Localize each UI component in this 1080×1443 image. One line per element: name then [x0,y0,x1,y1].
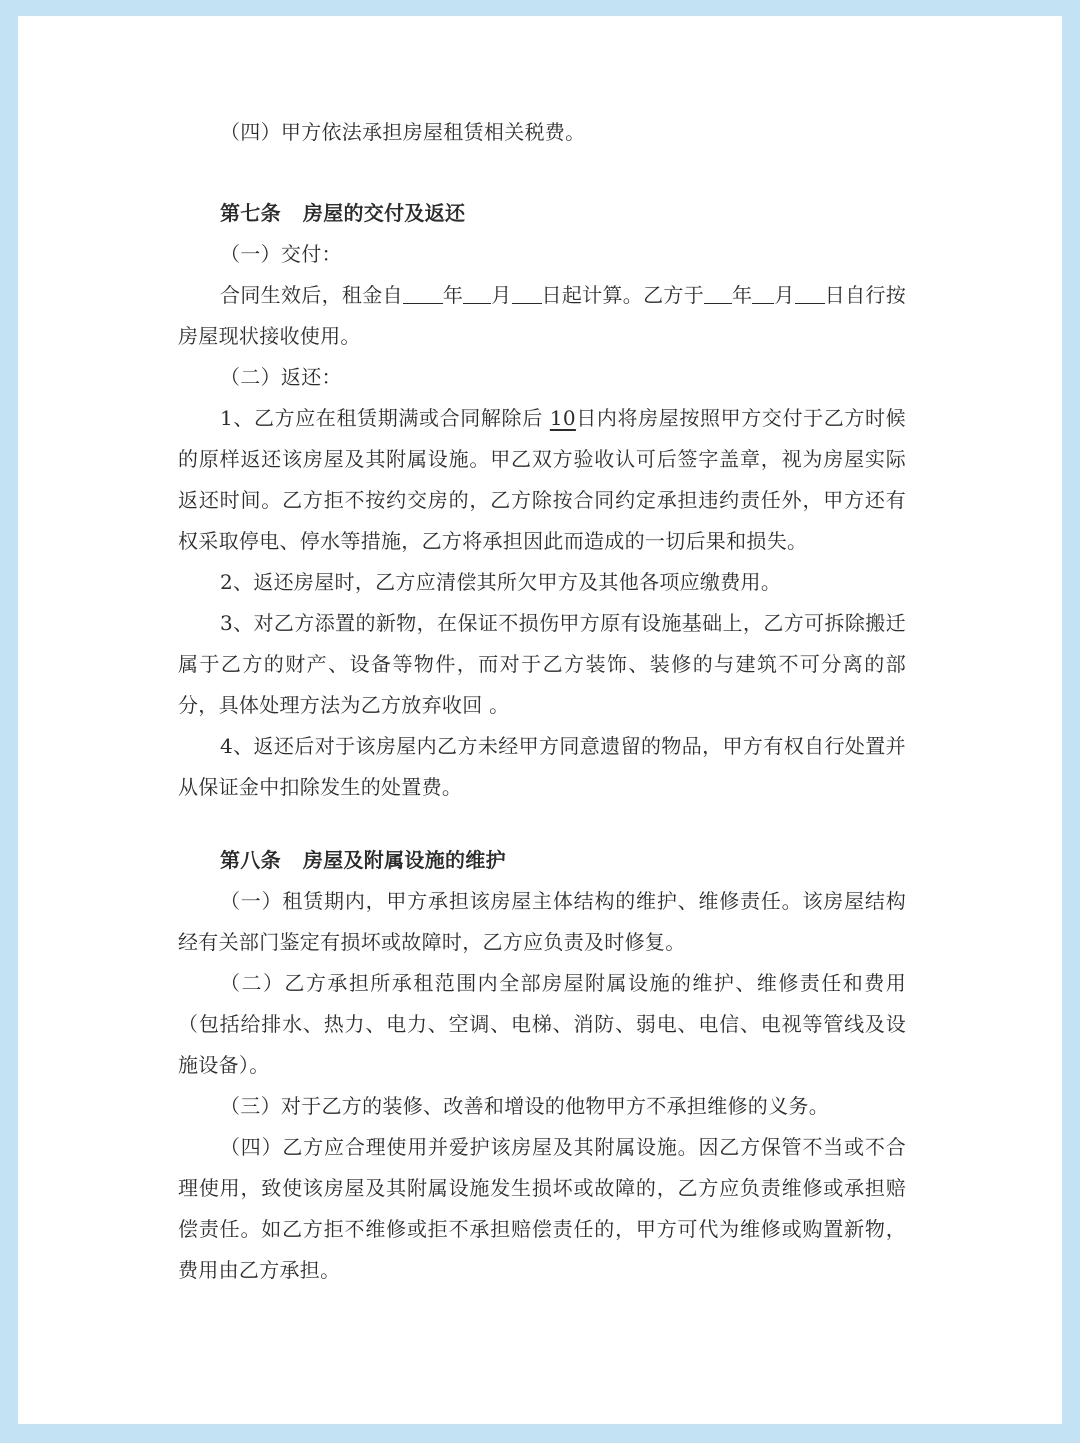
article-7-number: 第七条 [220,201,281,225]
return-item-1: 1、乙方应在租赁期满或合同解除后 10日内将房屋按照甲方交付于乙方时候的原样返还该房屋及其附属设施。甲乙双方验收认可后签字盖章，视为房屋实际返还时间。乙方拒不按约交房的，乙方除按合同约定承担违约责任外，甲方还有权采取停电、停水等措施，乙方将承担因此而造成的一切后果和损失。 [178,406,906,553]
article-8-clause-2: （二）乙方承担所承租范围内全部房屋附属设施的维护、维修责任和费用（包括给排水、热力、电力、空调、电梯、消防、弱电、电信、电视等管线及设施设备）。 [178,971,906,1077]
article-8-clause-4: （四）乙方应合理使用并爱护该房屋及其附属设施。因乙方保管不当或不合理使用，致使该房屋及其附属设施发生损坏或故障的，乙方应负责维修或承担赔偿责任。如乙方拒不维修或拒不承担赔偿责任的，甲方可代为维修或购置新物，费用由乙方承担。 [178,1135,906,1282]
article-7-heading [178,193,906,234]
article-7-delivery-text: 合同生效后，租金自 年 月 日起计算。乙方于 年 月 日自行按房屋现状接收使用。 [178,283,907,348]
article-7-sub-1: （一）交付： [220,242,342,266]
article-7-title: 房屋的交付及返还 [302,201,466,225]
article-8-heading [178,840,906,881]
document-page [18,16,1062,1424]
article-8-number: 第八条 [220,848,281,872]
document-body [178,112,906,1291]
return-item-3: 3、对乙方添置的新物，在保证不损伤甲方原有设施基础上，乙方可拆除搬迁属于乙方的财产、设备等物件，而对于乙方装饰、装修的与建筑不可分离的部分，具体处理方法为乙方放弃收回 。 [178,611,906,717]
article-8-title: 房屋及附属设施的维护 [302,848,506,872]
article-8-clause-3: （三）对于乙方的装修、改善和增设的他物甲方不承担维修的义务。 [220,1094,829,1118]
article-7-sub-2: （二）返还： [220,365,342,389]
return-item-2: 2、返还房屋时，乙方应清偿其所欠甲方及其他各项应缴费用。 [220,570,782,594]
return-item-4: 4、返还后对于该房屋内乙方未经甲方同意遗留的物品，甲方有权自行处置并从保证金中扣除发生的处置费。 [178,734,906,799]
clause-four-taxes: （四）甲方依法承担房屋租赁相关税费。 [220,120,586,144]
article-8-clause-1: （一）租赁期内，甲方承担该房屋主体结构的维护、维修责任。该房屋结构经有关部门鉴定有损坏或故障时，乙方应负责及时修复。 [178,889,906,954]
return-days-value: 10 [549,406,576,430]
